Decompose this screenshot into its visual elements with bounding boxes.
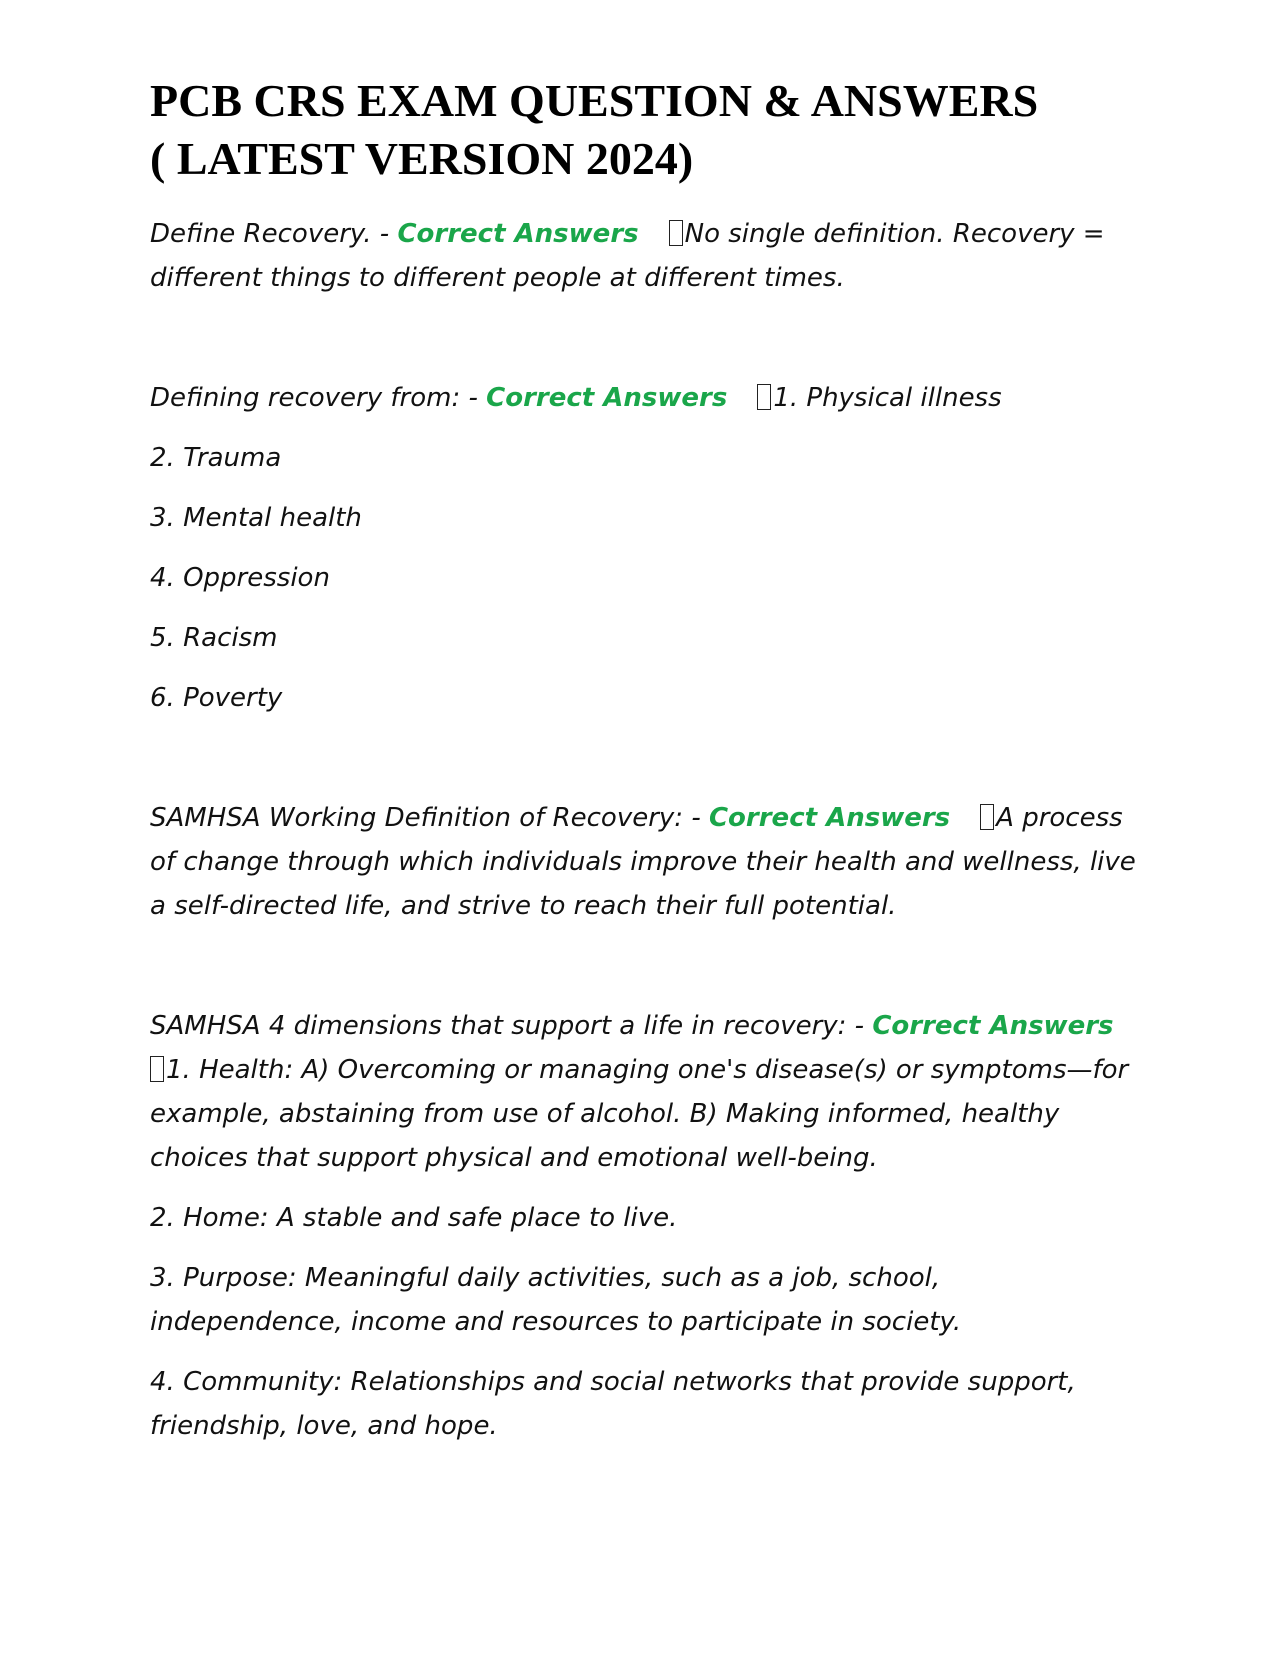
missing-glyph-box-icon xyxy=(669,220,683,246)
question-block-samhsa-working-definition xyxy=(150,796,1140,928)
answer-text: 1. Physical illness xyxy=(773,383,1002,413)
document-page xyxy=(150,72,1140,1448)
list-item: 5. Racism xyxy=(150,623,278,653)
document-title xyxy=(150,72,1140,188)
list-item: 3. Purpose: Meaningful daily activities, such as a job, school, independence, income and resources to participate in society. xyxy=(150,1263,962,1337)
question-block-define-recovery xyxy=(150,212,1140,300)
list-item: 3. Mental health xyxy=(150,503,362,533)
spacer xyxy=(150,928,1140,1004)
missing-glyph-box-icon xyxy=(757,384,771,410)
answer-text: 1. Health: A) Overcoming or managing one's disease(s) or symptoms—for example, abstaining from use of alcohol. B) Making informed, healthy choices that support physical and emotional well-being. xyxy=(150,1055,1129,1173)
correct-answers-label: Correct Answers xyxy=(486,383,728,413)
list-item: 4. Community: Relationships and social networks that provide support, friendship, love, and hope. xyxy=(150,1367,1076,1441)
question-block-samhsa-4-dimensions xyxy=(150,1004,1140,1180)
title-line-1: PCB CRS EXAM QUESTION & ANSWERS xyxy=(150,75,1039,126)
answer-text: No single definition. Recovery = different things to different people at different times. xyxy=(150,219,1105,293)
list-item: 2. Trauma xyxy=(150,443,282,473)
missing-glyph-box-icon xyxy=(150,1056,164,1082)
list-item: 6. Poverty xyxy=(150,683,283,713)
spacer xyxy=(150,720,1140,796)
missing-glyph-box-icon xyxy=(980,804,994,830)
question-text: SAMHSA 4 dimensions that support a life in recovery: - xyxy=(150,1011,873,1041)
title-line-2: ( LATEST VERSION 2024) xyxy=(150,133,694,184)
question-text: Define Recovery. - xyxy=(150,219,398,249)
question-text: SAMHSA Working Definition of Recovery: - xyxy=(150,803,709,833)
answer-text: A process of change through which individuals improve their health and wellness, live a self-directed life, and strive to reach their full potential. xyxy=(150,803,1136,921)
correct-answers-label: Correct Answers xyxy=(708,803,951,833)
list-item: 4. Oppression xyxy=(150,563,330,593)
question-block-defining-recovery-from xyxy=(150,376,1140,420)
question-text: Defining recovery from: - xyxy=(150,383,487,413)
correct-answers-label: Correct Answers xyxy=(872,1011,1114,1041)
spacer xyxy=(150,300,1140,376)
correct-answers-label: Correct Answers xyxy=(397,219,639,249)
list-item: 2. Home: A stable and safe place to live. xyxy=(150,1203,678,1233)
